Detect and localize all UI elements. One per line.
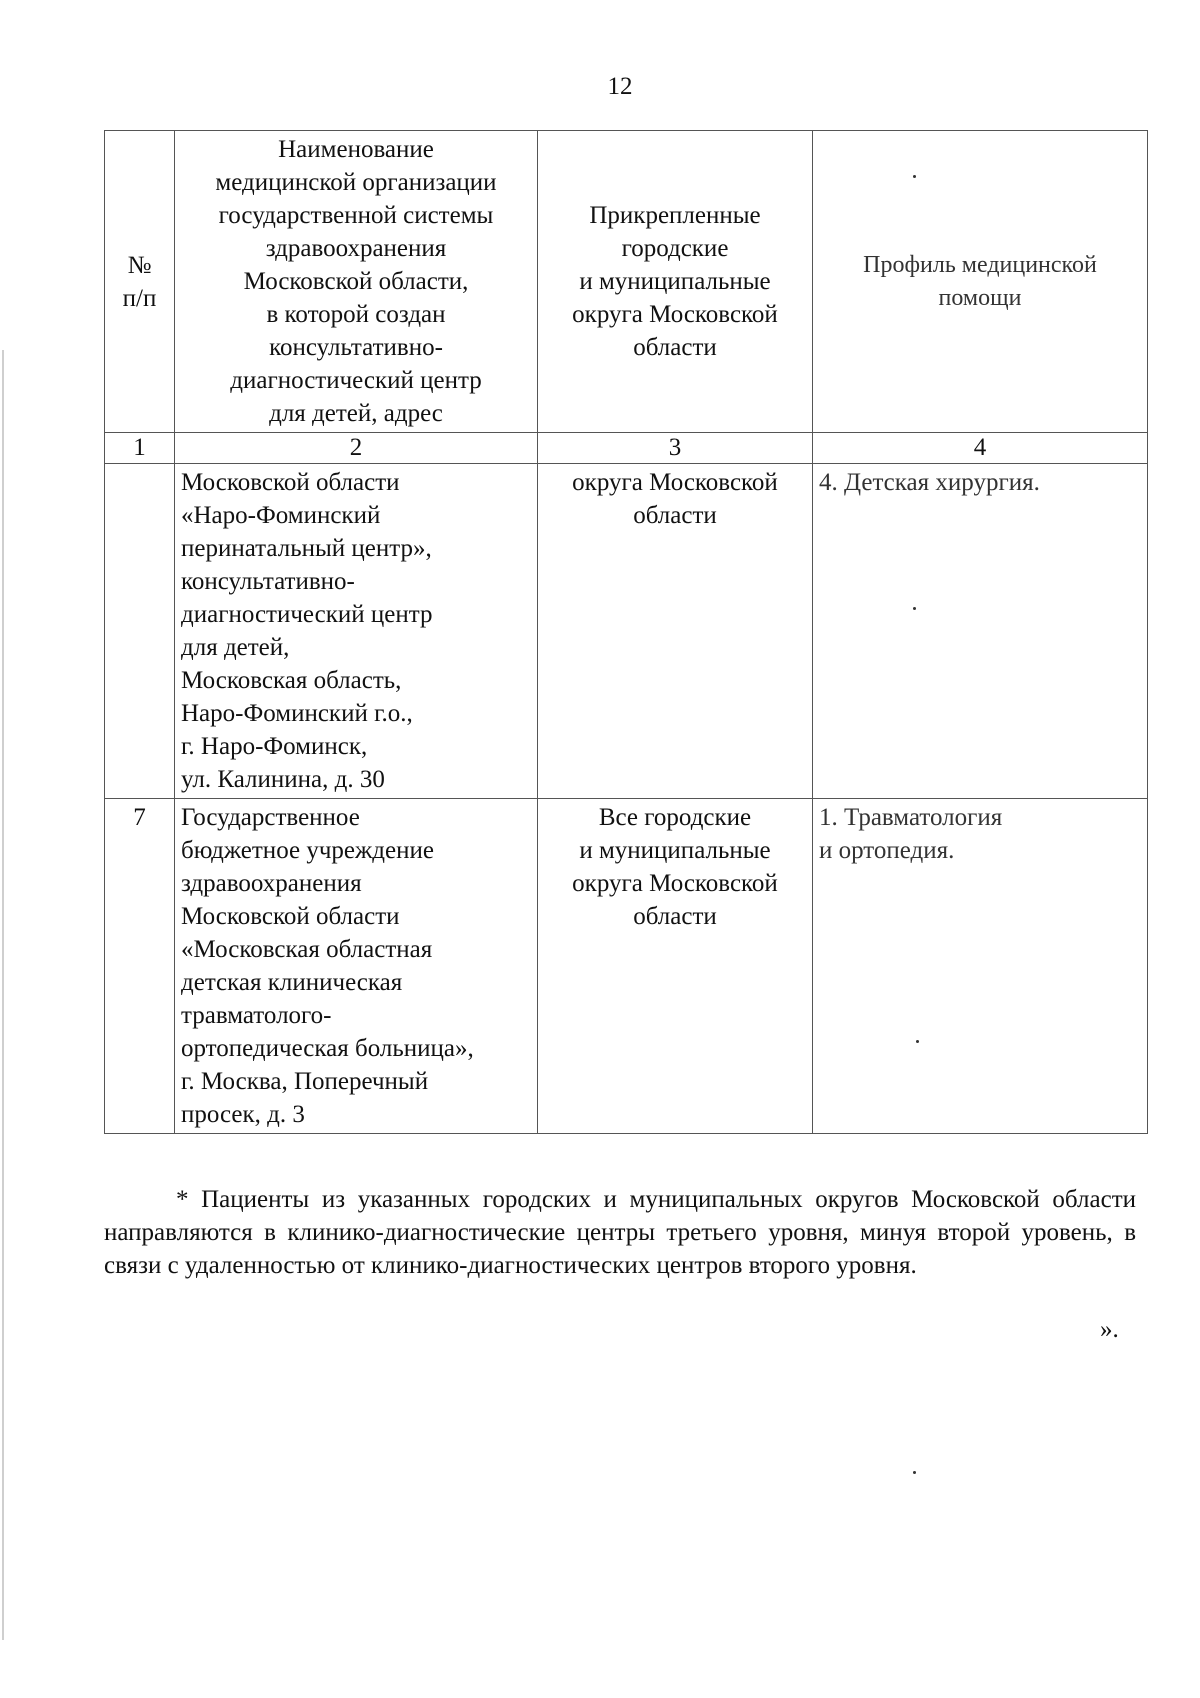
column-number: 4 [813, 433, 1148, 464]
row-districts: Все городские и муниципальные округа Московской области [538, 799, 813, 1134]
header-number: № п/п [105, 131, 175, 433]
scan-speck [913, 1471, 916, 1474]
page-number: 12 [607, 73, 633, 100]
table-header-row [105, 131, 1148, 433]
column-number: 2 [175, 433, 538, 464]
row-organization: Государственное бюджетное учреждение здравоохранения Московской области «Московская областная детская клиническая травматолого- ортопедическая больница», г. Москва, Поперечный просек, д. 3 [175, 799, 538, 1134]
row-organization: Московской области «Наро-Фоминский перинатальный центр», консультативно- диагностический центр для детей, Московская область, Наро-Фоминский г.о., г. Наро-Фоминск, ул. Калинина, д. 30 [175, 464, 538, 799]
table-row [105, 464, 1148, 799]
table-row [105, 799, 1148, 1134]
row-number [105, 464, 175, 799]
scan-speck [913, 175, 916, 178]
column-number-row [105, 433, 1148, 464]
column-number: 3 [538, 433, 813, 464]
row-districts: округа Московской области [538, 464, 813, 799]
scan-margin-line [2, 350, 4, 1640]
closing-quote-mark: ». [1100, 1316, 1119, 1343]
column-number: 1 [105, 433, 175, 464]
footnote: * Пациенты из указанных городских и муниципальных округов Московской области направляются в клинико-диагностические центры третьего уровня, минуя второй уровень, в связи с удаленностью от клинико-диагностических центров второго уровня. [104, 1186, 1136, 1279]
row-profile: 4. Детская хирургия. [813, 464, 1148, 799]
district-table [104, 130, 1148, 1134]
header-profile: Профиль медицинской помощи [813, 131, 1148, 433]
scan-speck [913, 607, 916, 610]
row-number: 7 [105, 799, 175, 1134]
row-profile: 1. Травматология и ортопедия. [813, 799, 1148, 1134]
scan-speck [916, 1040, 919, 1043]
header-organization: Наименование медицинской организации государственной системы здравоохранения Московской области, в которой создан консультативно- диагностический центр для детей, адрес [175, 131, 538, 433]
header-districts: Прикрепленные городские и муниципальные округа Московской области [538, 131, 813, 433]
